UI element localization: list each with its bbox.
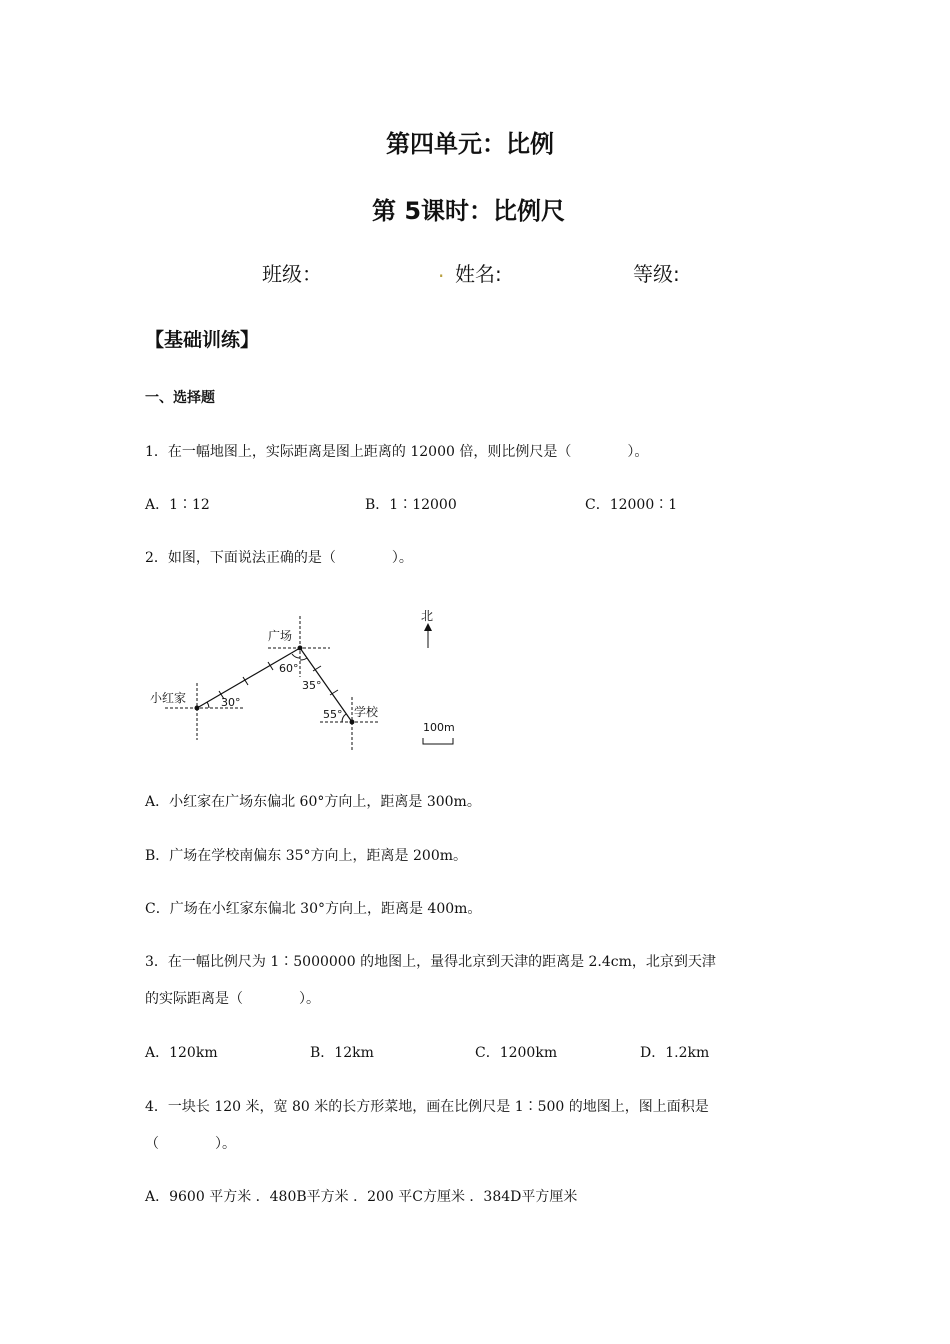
- question-2-text: 2．如图，下面说法正确的是（ ）。: [145, 550, 413, 566]
- grade-label: 等级:: [633, 262, 680, 286]
- question-1-option-c: C．12000∶1: [585, 497, 678, 513]
- question-3-option-d: D．1.2km: [640, 1045, 710, 1061]
- home-label: 小红家: [150, 691, 187, 705]
- lesson-title: 第 5课时：比例尺: [372, 197, 566, 225]
- separator-dot: .: [438, 258, 445, 282]
- angle-label-35: 35°: [302, 679, 322, 692]
- question-2-option-a: A．小红家在广场东偏北 60°方向上，距离是 300m。: [145, 794, 481, 810]
- question-4-options: A．9600 平方米 ．480B平方米 ．200 平C方厘米 ．384D平方厘米: [145, 1189, 578, 1205]
- angle-label-60: 60°: [279, 662, 299, 675]
- angle-arc-55: [342, 714, 346, 722]
- class-label: 班级：: [262, 262, 322, 286]
- angle-arc-30: [207, 702, 209, 708]
- question-1-text: 1．在一幅地图上，实际距离是图上距离的 12000 倍，则比例尺是（ ）。: [145, 444, 649, 460]
- north-arrow-icon: [424, 623, 432, 631]
- subsection-title: 一、选择题: [145, 390, 215, 406]
- question-3-option-a: A．120km: [145, 1045, 218, 1061]
- unit-title: 第四单元：比例: [386, 130, 554, 158]
- school-label: 学校: [354, 705, 379, 719]
- angle-arc-35: [300, 658, 307, 660]
- question-2-option-c: C．广场在小红家东偏北 30°方向上，距离是 400m。: [145, 901, 482, 917]
- path-home-to-square: [197, 648, 300, 708]
- square-label: 广场: [268, 629, 293, 643]
- scale-bar: [423, 738, 453, 744]
- question-3-line-1: 3．在一幅比例尺为 1∶5000000 的地图上，量得北京到天津的距离是 2.4cm，北京到天津: [145, 954, 716, 970]
- question-1-option-a: A．1∶12: [145, 497, 210, 513]
- angle-arc-60: [292, 654, 300, 658]
- angle-label-30: 30°: [221, 696, 241, 709]
- scale-label: 100m: [423, 721, 455, 734]
- question-1-option-b: B．1∶12000: [365, 497, 457, 513]
- section-title: 【基础训练】: [145, 329, 260, 351]
- question-3-option-c: C．1200km: [475, 1045, 558, 1061]
- question-2-option-b: B．广场在学校南偏东 35°方向上，距离是 200m。: [145, 848, 467, 864]
- name-label: 姓名:: [455, 262, 502, 286]
- question-3-option-b: B．12km: [310, 1045, 374, 1061]
- angle-label-55: 55°: [323, 708, 343, 721]
- direction-map-figure: [140, 600, 470, 760]
- question-3-line-2: 的实际距离是（ ）。: [145, 991, 320, 1007]
- question-4-line-2: （ ）。: [145, 1136, 236, 1152]
- question-4-line-1: 4．一块长 120 米，宽 80 米的长方形菜地，画在比例尺是 1∶500 的地图上，图上面积是: [145, 1099, 709, 1115]
- north-label: 北: [421, 609, 434, 623]
